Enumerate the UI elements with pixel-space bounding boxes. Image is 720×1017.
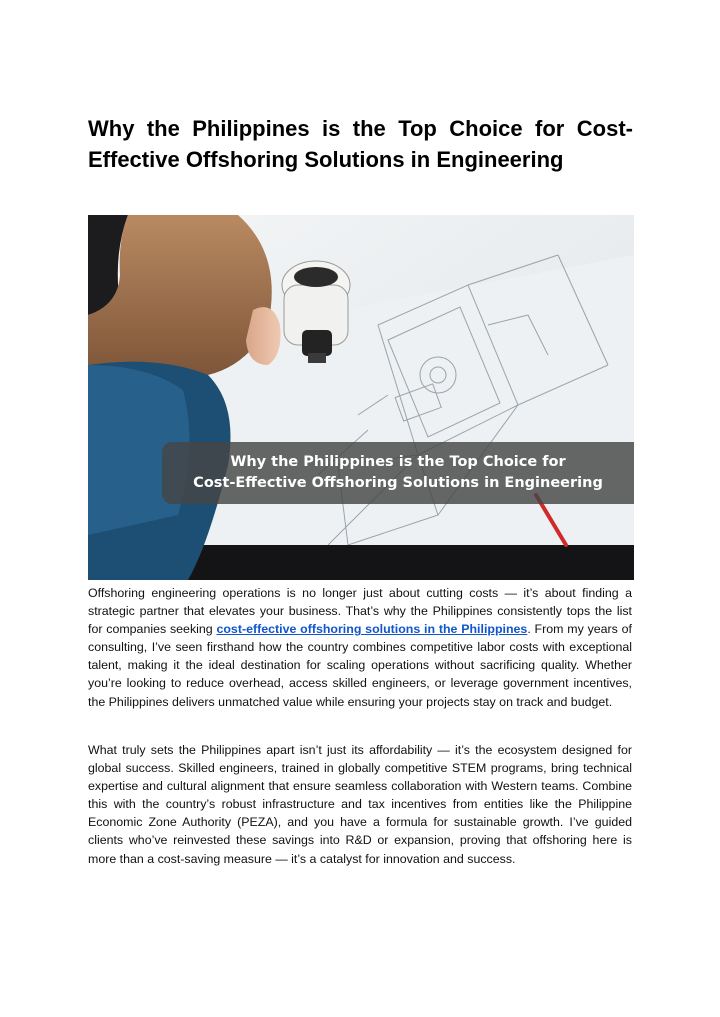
hero-banner-line1: Why the Philippines is the Top Choice for [230,454,566,470]
offshoring-link[interactable]: cost-effective offshoring solutions in the Philippines [216,622,528,637]
paragraph-1 [88,584,632,711]
paragraph-1-before-link: Offshoring engineering operations is no longer just about cutting costs — it’s about finding a strategic partner that elevates your business. That’s why the Philippines consistently tops the list for companies seeking [88,586,632,637]
hero-illustration [88,215,634,580]
hero-banner-line2: Cost-Effective Offshoring Solutions in Engineering [193,475,603,491]
article-title: Why the Philippines is the Top Choice for Cost-Effective Offshoring Solutions in Engineering [88,116,633,172]
paragraph-2: What truly sets the Philippines apart isn’t just its affordability — it’s the ecosystem designed for global success. Skilled engineers, trained in globally competitive STEM programs, bring technical expertise and cultural alignment that ensure seamless collaboration with Western teams. Combine this with the country’s robust infrastructure and tax incentives from entities like the Philippine Economic Zone Authority (PEZA), and you have a formula for sustainable growth. I’ve guided clients who’ve reinvested these savings into R&D or expansion, proving that offshoring here is more than a cost-saving measure — it’s a catalyst for innovation and success. [88,743,632,866]
paragraph-1-after-link: . From my years of consulting, I’ve seen firsthand how the country combines competitive labor costs with exceptional talent, making it the ideal destination for scaling operations without sacrificing quality. Whether you’re looking to reduce overhead, access skilled engineers, or leverage government incentives, the Philippines delivers unmatched value while ensuring your projects stay on track and budget. [88,622,632,709]
hero-banner [162,442,634,504]
hero-image [88,215,634,580]
